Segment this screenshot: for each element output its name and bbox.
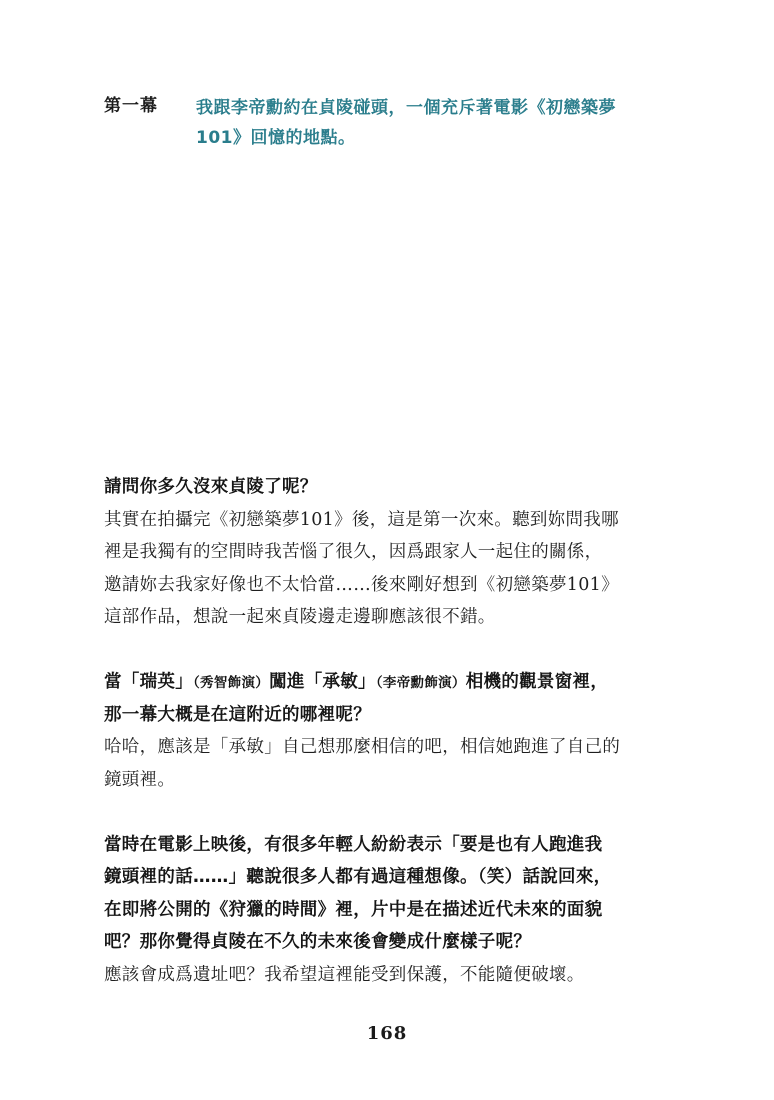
interview-body xyxy=(104,471,664,991)
question-text: 相機的觀景窗裡， xyxy=(465,672,609,692)
answer-line: 裡是我獨有的空間時我苦惱了很久，因爲跟家人一起住的關係， xyxy=(104,542,603,562)
act-title-line: 101》回憶的地點。 xyxy=(196,128,356,148)
question-note: （秀智飾演） xyxy=(193,675,270,691)
question-note: （李帝勳飾演） xyxy=(375,675,466,691)
act-label: 第一幕 xyxy=(104,96,158,116)
answer-line: 鏡頭裡。 xyxy=(104,769,176,790)
question-line: 請問你多久沒來貞陵了呢？ xyxy=(104,477,318,497)
question-line: 當時在電影上映後，有很多年輕人紛紛表示「要是也有人跑進我 xyxy=(104,834,603,855)
question-line: 吧？那你覺得貞陵在不久的未來後會變成什麼樣子呢？ xyxy=(104,932,532,952)
question-line xyxy=(104,666,664,699)
answer-line: 應該會成爲遺址吧？我希望這裡能受到保護，不能隨便破壞。 xyxy=(104,964,585,985)
act-title-line: 我跟李帝勳約在貞陵碰頭，一個充斥著電影《初戀築夢 xyxy=(196,98,616,118)
answer-line: 其實在拍攝完《初戀築夢101》後，這是第一次來。聽到妳問我哪 xyxy=(104,509,619,530)
act-title xyxy=(196,93,666,153)
question-line: 鏡頭裡的話……」聽說很多人都有過這種想像。（笑）話說回來， xyxy=(104,867,612,887)
answer-line: 邀請妳去我家好像也不太恰當……後來剛好想到《初戀築夢101》 xyxy=(104,574,619,595)
paragraph-gap xyxy=(104,796,664,829)
question-line: 在即將公開的《狩獵的時間》裡，片中是在描述近代未來的面貌 xyxy=(104,899,603,920)
question-line: 那一幕大概是在這附近的哪裡呢？ xyxy=(104,704,371,725)
question-text: 闖進「承敏」 xyxy=(269,672,376,692)
paragraph-gap xyxy=(104,634,664,667)
answer-line: 這部作品，想說一起來貞陵邊走邊聊應該很不錯。 xyxy=(104,607,496,627)
page-number: 168 xyxy=(366,1023,408,1044)
question-text: 當「瑞英」 xyxy=(104,672,193,692)
answer-line: 哈哈，應該是「承敏」自己想那麼相信的吧，相信她跑進了自己的 xyxy=(104,737,621,757)
